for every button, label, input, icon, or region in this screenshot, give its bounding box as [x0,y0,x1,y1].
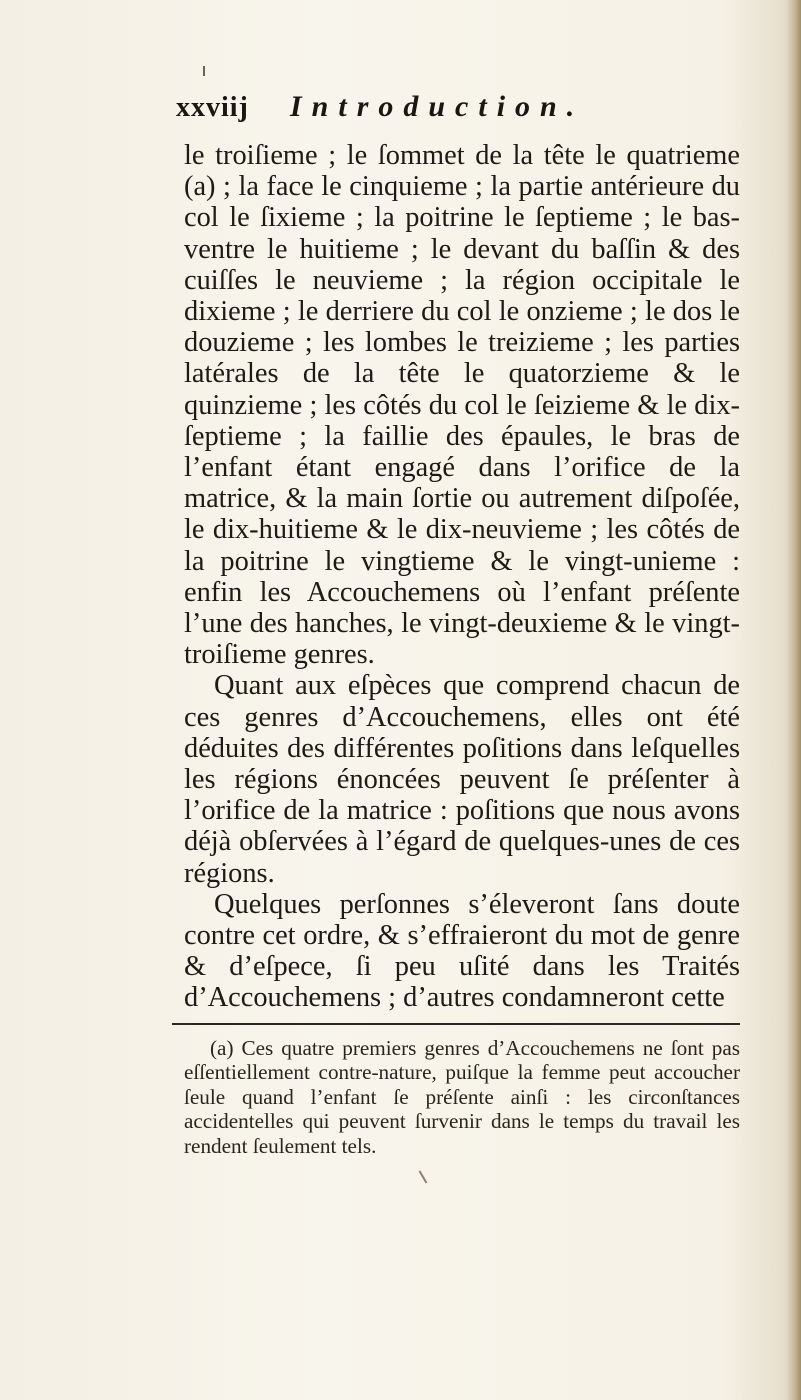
paragraph-3: Quelques perſonnes s’éleveront ſans doute contre cet ordre, & s’effraieront du mot de genre & d’eſpece, ſi peu uſité dans les Traités d’Accouchemens ; d’autres condamneront cette [184,888,740,1014]
paragraph-2: Quant aux eſpèces que comprend chacun de ces genres d’Accouchemens, elles ont été déduites des différentes poſitions dans leſquelles les régions énoncées peuvent ſe préſenter à l’orifice de la matrice : poſitions que nous avons déjà obſervées à l’égard de quelques-unes de ces régions. [184,670,740,889]
running-title: Introduction. [290,90,585,123]
page-number: xxviij [176,92,249,123]
footnote-text: (a) Ces quatre premiers genres d’Accouchemens ne ſont pas eſſentiellement contre-nature, puiſque la femme peut accoucher ſeule quand l’enfant ſe préſente ainſi : les circonſtances accidentelles qui peuvent ſurvenir dans le temps du travail les rendent ſeulement tels. [184,1036,740,1158]
footnote-divider [172,1023,740,1025]
page-edge-shadow [787,0,801,1400]
page-header [176,92,736,130]
main-text [184,140,740,1014]
footnote [184,1036,740,1158]
paragraph-1: le troiſieme ; le ſommet de la tête le quatrieme (a) ; la face le cinquieme ; la partie antérieure du col le ſixieme ; la poitrine le ſeptieme ; le bas-ventre le huitieme ; le devant du baſſin & des cuiſſes le neuvieme ; la région occipitale le dixieme ; le derriere du col le onzieme ; le dos le douzieme ; les lombes le treizieme ; les parties latérales de la tête le quatorzieme & le quinzieme ; les côtés du col le ſeizieme & le dix-ſeptieme ; la faillie des épaules, le bras de l’enfant étant engagé dans l’orifice de la matrice, & la main ſortie ou autrement diſpoſée, le dix-huitieme & le dix-neuvieme ; les côtés de la poitrine le vingtieme & le vingt-unieme : enfin les Accouchemens où l’enfant préſente l’une des hanches, le vingt-deuxieme & le vingt-troiſieme genres. [184,140,740,671]
printer-mark [203,66,205,76]
